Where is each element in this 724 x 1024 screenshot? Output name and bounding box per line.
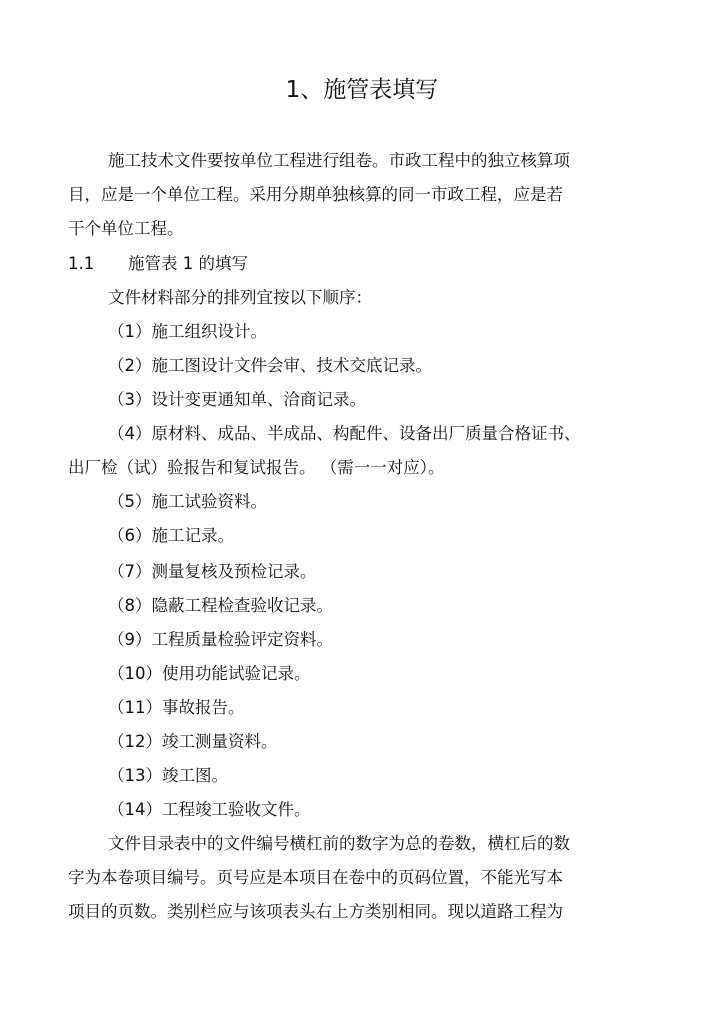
list-item: （5）施工试验资料。 <box>108 492 267 511</box>
list-item: （14）工程竣工验收文件。 <box>108 800 311 819</box>
list-item: （2）施工图设计文件会审、技术交底记录。 <box>108 356 432 375</box>
section-number: 1.1 <box>68 254 95 273</box>
list-item: （3）设计变更通知单、洽商记录。 <box>108 390 366 409</box>
list-item: （10）使用功能试验记录。 <box>108 664 311 683</box>
list-item: （7）测量复核及预检记录。 <box>108 562 317 581</box>
intro-line-2: 目，应是一个单位工程。采用分期单独核算的同一市政工程，应是若 <box>68 185 563 204</box>
list-item: （9）工程质量检验评定资料。 <box>108 630 333 649</box>
page-title: 1、施管表填写 <box>285 77 439 103</box>
intro-line-1: 施工技术文件要按单位工程进行组卷。市政工程中的独立核算项 <box>108 151 570 170</box>
list-item: （6）施工记录。 <box>108 526 234 545</box>
order-intro: 文件材料部分的排列宜按以下顺序： <box>108 288 372 307</box>
list-item: （8）隐蔽工程检查验收记录。 <box>108 596 333 615</box>
list-item-continuation: 出厂检（试）验报告和复试报告。 （需一一对应）。 <box>68 458 445 477</box>
list-item: （11）事故报告。 <box>108 698 245 717</box>
list-item: （4）原材料、成品、半成品、构配件、设备出厂质量合格证书、 <box>108 424 581 443</box>
closing-line-1: 文件目录表中的文件编号横杠前的数字为总的卷数，横杠后的数 <box>108 834 570 853</box>
closing-line-2: 字为本卷项目编号。页号应是本项目在卷中的页码位置，不能光写本 <box>68 868 563 887</box>
intro-line-3: 干个单位工程。 <box>68 219 184 238</box>
list-item: （12）竣工测量资料。 <box>108 732 278 751</box>
closing-line-3: 项目的页数。类别栏应与该项表头右上方类别相同。现以道路工程为 <box>68 902 563 921</box>
list-item: （13）竣工图。 <box>108 766 228 785</box>
section-heading: 施管表 1 的填写 <box>128 254 248 273</box>
list-item: （1）施工组织设计。 <box>108 322 267 341</box>
